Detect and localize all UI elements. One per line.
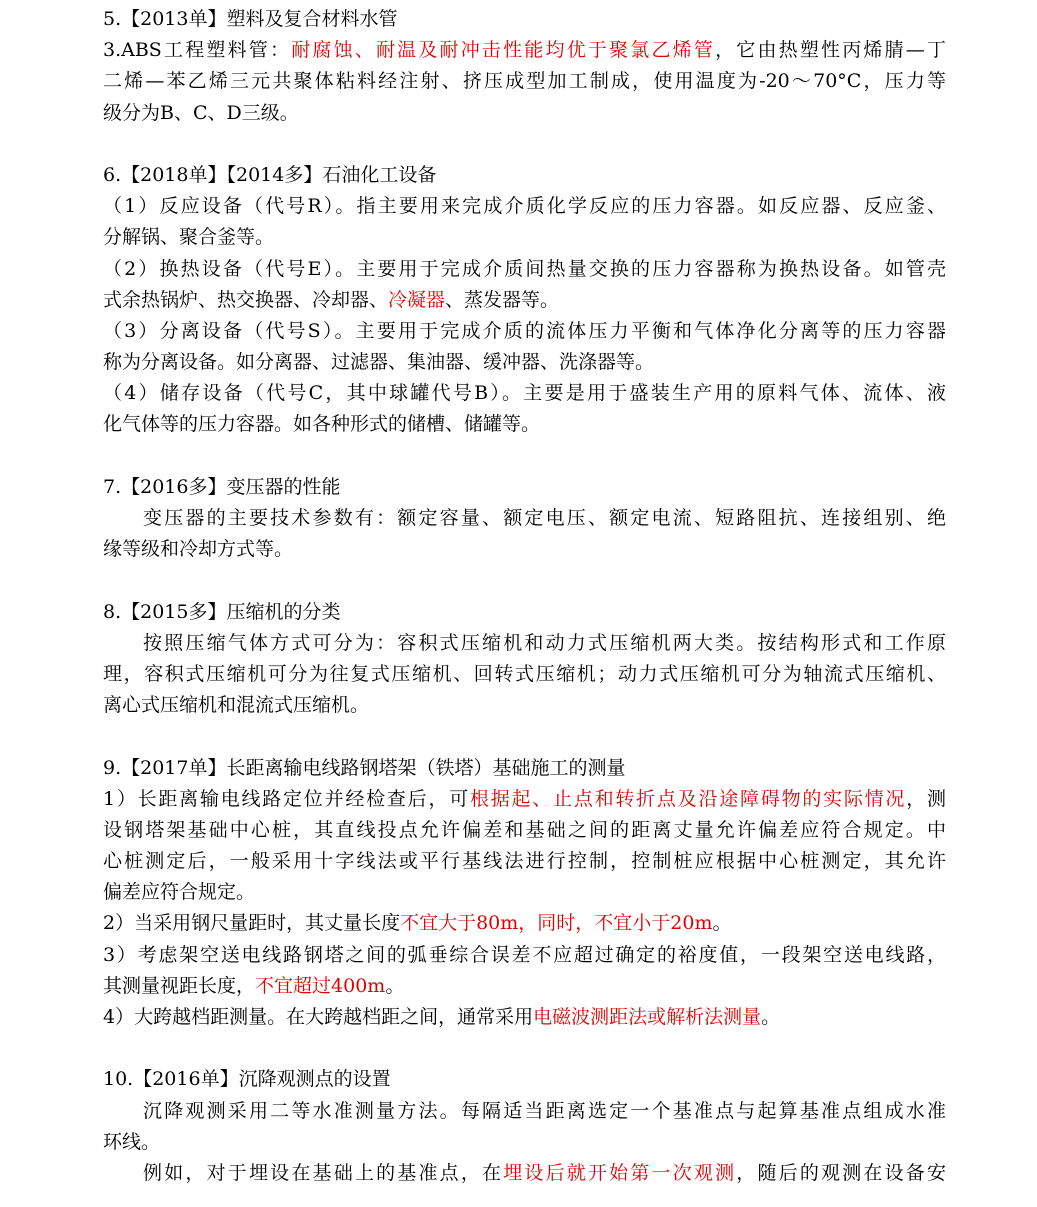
text-line (103, 222, 946, 253)
text-segment: 设钢塔架基础中心桩，其直线投点允许偏差和基础之间的距离丈量允许偏差应符合规定。中 (103, 818, 946, 841)
text-line (103, 35, 946, 66)
text-line (103, 877, 946, 908)
text-segment: 心桩测定后，一般采用十字线法或平行基线法进行控制，控制桩应根据中心桩测定，其允许 (103, 850, 946, 873)
text-segment: 7.【2016多】变压器的性能 (103, 475, 341, 498)
text-segment: 缘等级和冷却方式等。 (103, 538, 294, 561)
text-line (103, 98, 946, 129)
text-line (103, 908, 946, 939)
text-segment: 偏差应符合规定。 (103, 881, 256, 904)
text-line (103, 472, 946, 503)
highlighted-text: 冷凝器 (388, 288, 446, 311)
text-line (103, 191, 946, 222)
blank-line (103, 565, 946, 596)
text-segment: 化气体等的压力容器。如各种形式的储槽、储罐等。 (103, 413, 541, 436)
text-segment: 9.【2017单】长距离输电线路钢塔架（铁塔）基础施工的测量 (103, 756, 626, 779)
text-segment: ，测 (906, 787, 946, 810)
text-line (103, 597, 946, 628)
text-segment: 理，容积式压缩机可分为往复式压缩机、回转式压缩机；动力式压缩机可分为轴流式压缩机、 (103, 662, 946, 685)
text-segment: 称为分离设备。如分离器、过滤器、集油器、缓冲器、洗涤器等。 (103, 351, 655, 374)
text-segment: 分解锅、聚合釜等。 (103, 226, 275, 249)
text-segment: 。 (385, 974, 405, 997)
text-segment: 其测量视距长度， (103, 974, 256, 997)
text-segment: （1）反应设备（代号R）。指主要用来完成介质化学反应的压力容器。如反应器、反应釜、 (103, 195, 946, 218)
text-line (103, 534, 946, 565)
text-segment: 8.【2015多】压缩机的分类 (103, 600, 341, 623)
text-segment: 离心式压缩机和混流式压缩机。 (103, 694, 370, 717)
text-segment: 10.【2016单】沉降观测点的设置 (103, 1068, 391, 1091)
blank-line (103, 129, 946, 160)
text-line (103, 4, 946, 35)
text-line (103, 940, 946, 971)
text-segment: 6.【2018单】【2014多】石油化工设备 (103, 163, 437, 186)
text-segment: 2）当采用钢尺量距时，其丈量长度 (103, 912, 401, 935)
text-line (103, 160, 946, 191)
text-segment: 3.ABS工程塑料管： (103, 39, 292, 62)
text-line (103, 378, 946, 409)
text-line (103, 971, 946, 1002)
highlighted-text: 根据起、止点和转折点及沿途障碍物的实际情况 (469, 787, 907, 810)
text-line (103, 285, 946, 316)
text-line (103, 690, 946, 721)
text-line (103, 66, 946, 97)
text-line (103, 753, 946, 784)
text-segment: 式余热锅炉、热交换器、冷却器、 (103, 288, 389, 311)
text-segment: 环线。 (103, 1130, 161, 1153)
text-segment: 按照压缩气体方式可分为：容积式压缩机和动力式压缩机两大类。按结构形式和工作原 (143, 631, 946, 654)
highlighted-text: 不宜大于80m，同时，不宜小于20m (400, 912, 713, 935)
text-segment: 。 (761, 1006, 781, 1028)
blank-line (103, 441, 946, 472)
document-body (103, 4, 946, 1189)
text-line (103, 316, 946, 347)
text-segment: 。 (712, 912, 732, 935)
text-segment: 3）考虑架空送电线路钢塔之间的弧垂综合误差不应超过确定的裕度值，一段架空送电线路， (103, 943, 946, 966)
text-segment: 1）长距离输电线路定位并经检查后，可 (103, 787, 470, 810)
text-line (103, 659, 946, 690)
blank-line (103, 721, 946, 752)
text-line (103, 846, 946, 877)
text-line (103, 1158, 946, 1189)
text-segment: 沉降观测采用二等水准测量方法。每隔适当距离选定一个基准点与起算基准点组成水准 (143, 1099, 946, 1122)
text-line (103, 628, 946, 659)
text-segment: （3）分离设备（代号S）。主要用于完成介质的流体压力平衡和气体净化分离等的压力容器 (103, 319, 946, 342)
text-line (103, 409, 946, 440)
text-line (103, 815, 946, 846)
text-segment: 二烯—苯乙烯三元共聚体粘料经注射、挤压成型加工制成，使用温度为-20～70°C，压力等 (103, 70, 946, 93)
text-segment: 变压器的主要技术参数有：额定容量、额定电压、额定电流、短路阻抗、连接组别、绝 (143, 507, 946, 529)
text-segment: 例如，对于埋设在基础上的基准点，在 (143, 1161, 504, 1184)
text-line (103, 1064, 946, 1095)
text-line (103, 254, 946, 285)
text-segment: 、蒸发器等。 (445, 288, 560, 311)
text-segment: （2）换热设备（代号E）。主要用于完成介质间热量交换的压力容器称为换热设备。如管壳 (103, 257, 946, 280)
highlighted-text: 耐腐蚀、耐温及耐冲击性能均优于聚氯乙烯管 (291, 39, 716, 62)
text-line (103, 1002, 946, 1033)
text-line (103, 1127, 946, 1158)
text-segment: （4）储存设备（代号C，其中球罐代号B）。主要是用于盛装生产用的原料气体、流体、液 (103, 382, 946, 405)
blank-line (103, 1033, 946, 1064)
highlighted-text: 埋设后就开始第一次观测 (503, 1161, 737, 1184)
text-segment: 5.【2013单】塑料及复合材料水管 (103, 8, 398, 30)
text-line (103, 347, 946, 378)
text-segment: ，随后的观测在设备安 (736, 1161, 946, 1184)
text-segment: 4）大跨越档距测量。在大跨越档距之间，通常采用 (103, 1006, 534, 1028)
text-line (103, 503, 946, 534)
text-line (103, 1096, 946, 1127)
text-line (103, 784, 946, 815)
highlighted-text: 电磁波测距法或解析法测量 (533, 1006, 762, 1028)
text-segment: ，它由热塑性丙烯腈—丁 (715, 39, 946, 62)
highlighted-text: 不宜超过400m (255, 974, 386, 997)
text-segment: 级分为B、C、D三级。 (103, 101, 299, 124)
